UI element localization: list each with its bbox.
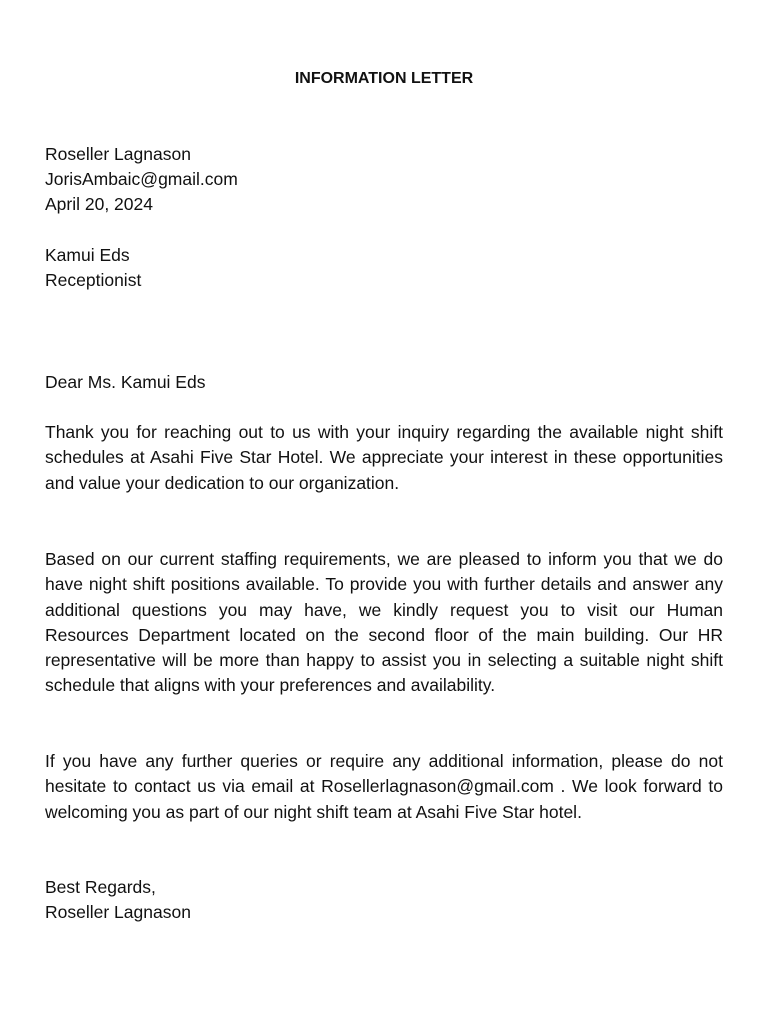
salutation: Dear Ms. Kamui Eds <box>45 372 206 392</box>
sender-name: Roseller Lagnason <box>45 144 191 164</box>
closing: Best Regards, <box>45 877 156 897</box>
recipient-name: Kamui Eds <box>45 245 130 265</box>
body-paragraph-1: Thank you for reaching out to us with your inquiry regarding the available night shift schedules at Asahi Five Star Hotel. We appreciate your interest in these opportunities and value your dedication to our organization. <box>45 422 723 493</box>
recipient-position: Receptionist <box>45 270 142 290</box>
letter-title: INFORMATION LETTER <box>294 70 474 87</box>
signature-name: Roseller Lagnason <box>45 902 191 922</box>
body-paragraph-2: Based on our current staffing requirements, we are pleased to inform you that we do have night shift positions available. To provide you with further details and answer any additional questions you may have, we kindly request you to visit our Human Resources Department located on the second floor of the main building. Our HR representative will be more than happy to assist you in selecting a suitable night shift schedule that aligns with your preferences and availability. <box>45 549 723 696</box>
sender-email: JorisAmbaic@gmail.com <box>45 169 238 189</box>
letter-date: April 20, 2024 <box>45 194 153 214</box>
body-paragraph-3: If you have any further queries or require any additional information, please do not hesitate to contact us via email at Rosellerlagnason@gmail.com . We look forward to welcoming you as part of our night shift team at Asahi Five Star hotel. <box>45 751 723 822</box>
